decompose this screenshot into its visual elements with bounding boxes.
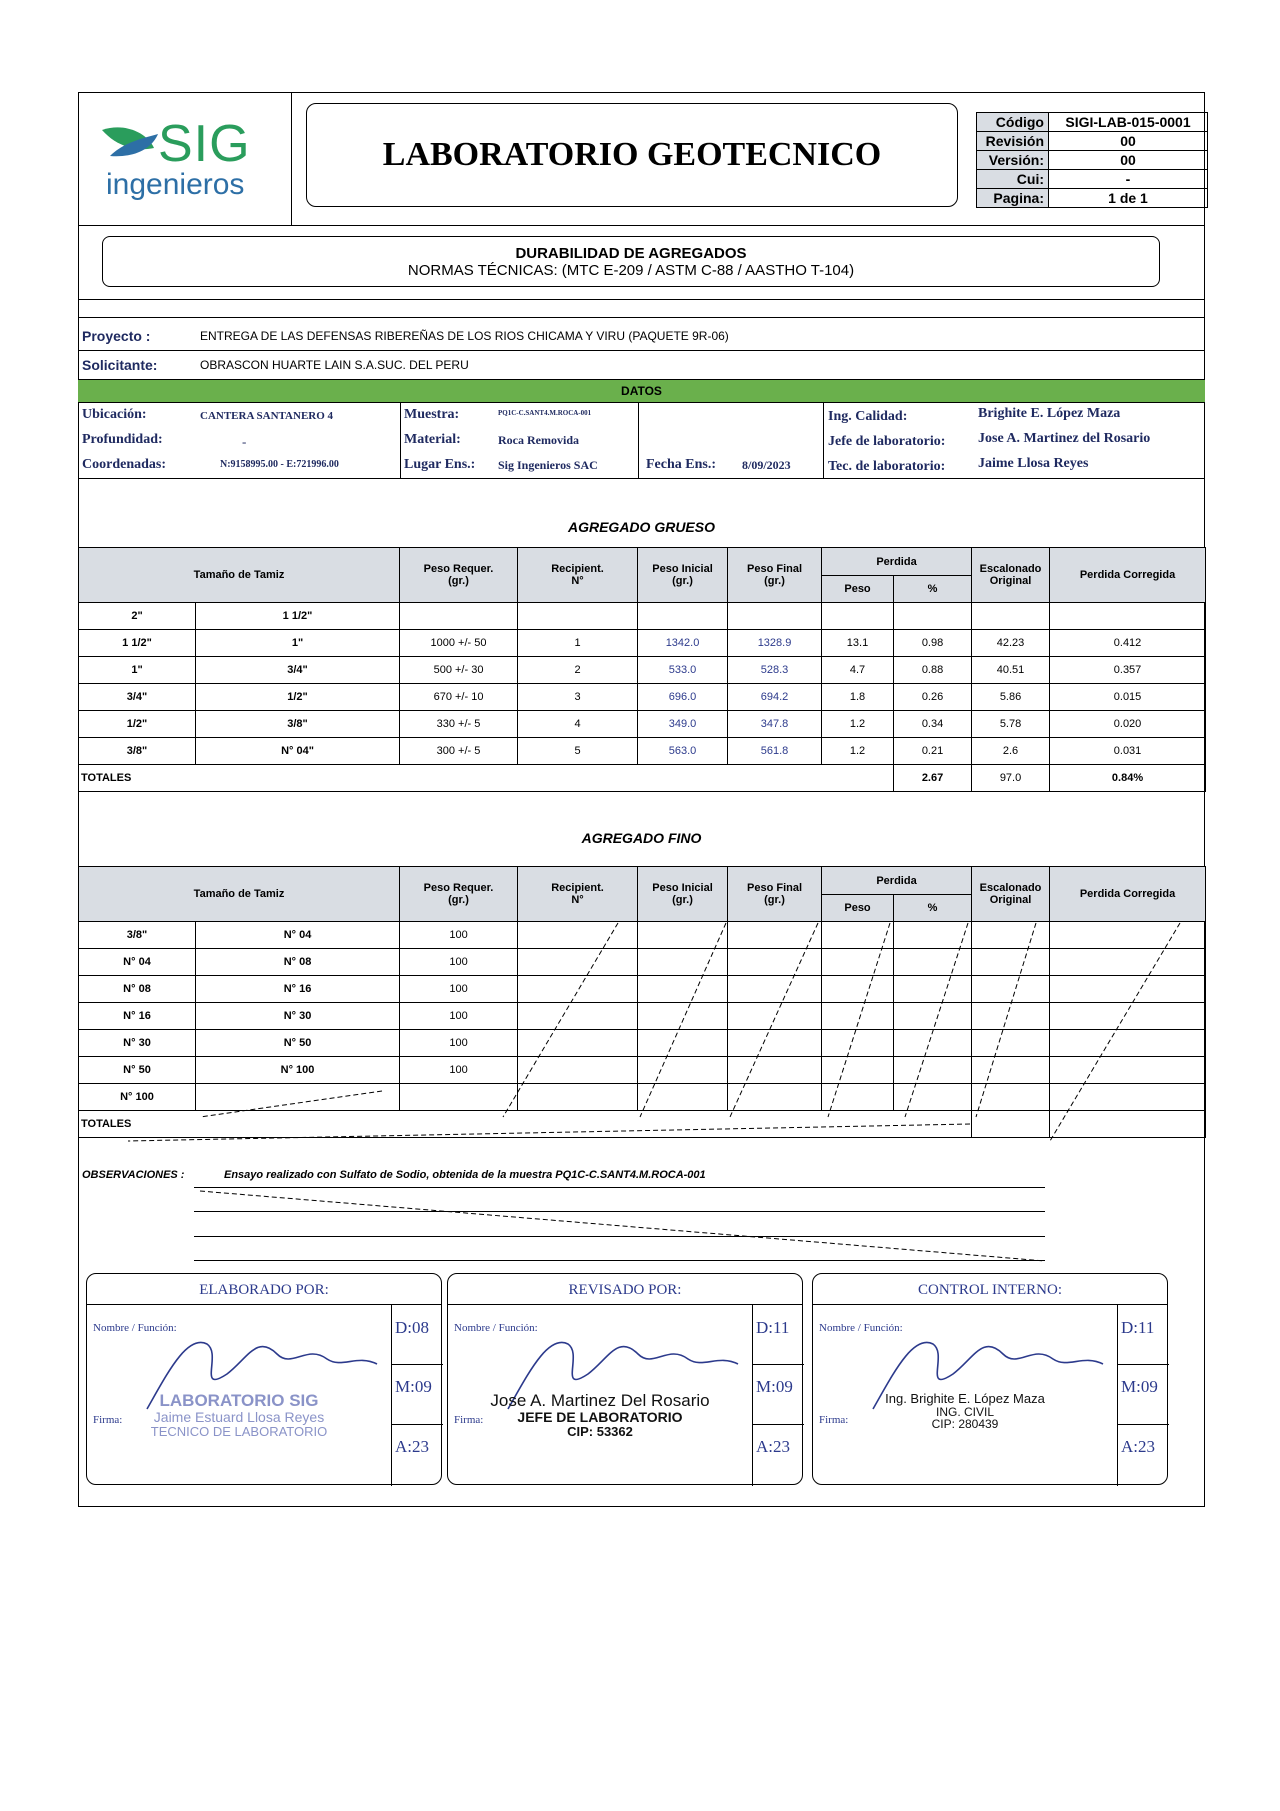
meta-row (977, 151, 1208, 170)
observaciones-label: OBSERVACIONES : (82, 1169, 185, 1181)
fecha-label: Fecha Ens.: (646, 457, 716, 472)
test-title: DURABILIDAD DE AGREGADOS (515, 245, 747, 262)
peso-inicial: 533.0 (638, 657, 728, 684)
grueso-h-pct: % (894, 576, 972, 603)
tamiz-to: N° 50 (196, 1030, 400, 1057)
peso-final: 347.8 (728, 711, 822, 738)
table-row (79, 1003, 1206, 1030)
requester-value: OBRASCON HUARTE LAIN S.A.SUC. DEL PERU (200, 358, 469, 372)
signature-title: ELABORADO POR: (199, 1282, 329, 1298)
meta-label: Versión: (977, 151, 1049, 170)
perdida-peso: 4.7 (822, 657, 894, 684)
meta-table (976, 112, 1208, 208)
tamiz-from: 1" (79, 657, 196, 684)
peso-req: 500 +/- 30 (400, 657, 518, 684)
peso-req: 100 (400, 949, 518, 976)
perdida-peso: 1.8 (822, 684, 894, 711)
perdida-pct: 0.98 (894, 630, 972, 657)
peso-inicial: 563.0 (638, 738, 728, 765)
meta-row (977, 132, 1208, 151)
grueso-h-corr: Perdida Corregida (1050, 548, 1206, 603)
meta-row (977, 170, 1208, 189)
tamiz-from: N° 50 (79, 1057, 196, 1084)
muestra-value: PQ1C-C.SANT4.M.ROCA-001 (498, 409, 592, 417)
signature-nombre-label: Nombre / Función: (93, 1322, 177, 1334)
project-label: Proyecto : (82, 328, 151, 344)
table-row (79, 738, 1206, 765)
signature-title: CONTROL INTERNO: (917, 1282, 1063, 1298)
fino-h-escal: Escalonado Original (972, 867, 1050, 922)
table-row (79, 976, 1206, 1003)
perdida-pct: 0.88 (894, 657, 972, 684)
table-row (79, 657, 1206, 684)
table-row (79, 1030, 1206, 1057)
grueso-h-peso-req: Peso Requer. (gr.) (400, 548, 518, 603)
meta-row (977, 189, 1208, 208)
peso-req: 1000 +/- 50 (400, 630, 518, 657)
project-value: ENTREGA DE LAS DEFENSAS RIBEREÑAS DE LOS RIOS CHICAMA Y VIRU (PAQUETE 9R-06) (200, 329, 729, 343)
perdida-pct: 0.21 (894, 738, 972, 765)
requester-label: Solicitante: (82, 357, 158, 373)
signature-firma-label: Firma: (819, 1414, 849, 1426)
escalonado: 2.6 (972, 738, 1050, 765)
perdida-pct (894, 603, 972, 630)
peso-inicial: 349.0 (638, 711, 728, 738)
grueso-table (78, 547, 1206, 792)
signature-day: D:08 (395, 1318, 429, 1337)
fino-h-tamano: Tamaño de Tamiz (79, 867, 400, 922)
signature-year: A:23 (1121, 1437, 1155, 1456)
perdida-corregida (1050, 603, 1206, 630)
logo-top-text: SIG (158, 115, 251, 173)
table-row (79, 1084, 1206, 1111)
recipiente: 2 (518, 657, 638, 684)
peso-inicial (638, 603, 728, 630)
muestra-label: Muestra: (404, 407, 460, 422)
signature-nombre-label: Nombre / Función: (819, 1322, 903, 1334)
peso-req: 100 (400, 1003, 518, 1030)
tamiz-to: 3/8" (196, 711, 400, 738)
escalonado (972, 603, 1050, 630)
tec-label: Tec. de laboratorio: (828, 459, 946, 474)
signature-year: A:23 (756, 1437, 790, 1456)
peso-req (400, 603, 518, 630)
tamiz-from: 1/2" (79, 711, 196, 738)
grueso-h-recip: Recipient. N° (518, 548, 638, 603)
fino-h-pct: % (894, 895, 972, 922)
fino-table (78, 866, 1206, 1138)
datos-label: DATOS (621, 384, 662, 398)
tamiz-to: N° 04 (196, 922, 400, 949)
coordenadas-label: Coordenadas: (82, 457, 167, 472)
recipiente: 4 (518, 711, 638, 738)
grueso-h-perdida: Perdida (822, 548, 972, 576)
meta-row (977, 113, 1208, 132)
grueso-h-peso: Peso (822, 576, 894, 603)
perdida-corregida: 0.031 (1050, 738, 1206, 765)
perdida-peso: 13.1 (822, 630, 894, 657)
table-row (79, 684, 1206, 711)
recipiente: 5 (518, 738, 638, 765)
tamiz-to: N° 16 (196, 976, 400, 1003)
signature-firma-label: Firma: (454, 1414, 484, 1426)
tamiz-from: 3/8" (79, 922, 196, 949)
totales-row (79, 1111, 1206, 1138)
grueso-title: AGREGADO GRUESO (567, 519, 715, 535)
peso-final: 528.3 (728, 657, 822, 684)
signature-day: D:11 (756, 1318, 790, 1337)
fino-h-perdida: Perdida (822, 867, 972, 895)
meta-label: Cui: (977, 170, 1049, 189)
peso-final: 694.2 (728, 684, 822, 711)
meta-value: - (1049, 170, 1208, 189)
fino-title: AGREGADO FINO (581, 830, 702, 846)
totales-esc: 97.0 (972, 765, 1050, 792)
peso-req (400, 1084, 518, 1111)
signature-stamp: Ing. Brighite E. López Maza ING. CIVIL CIP: 280439 (885, 1391, 1045, 1432)
tamiz-from: N° 04 (79, 949, 196, 976)
tamiz-to: 3/4" (196, 657, 400, 684)
meta-label: Revisión (977, 132, 1049, 151)
peso-req: 670 +/- 10 (400, 684, 518, 711)
peso-final (728, 603, 822, 630)
table-row (79, 949, 1206, 976)
calidad-value: Brighite E. López Maza (978, 406, 1121, 421)
grueso-h-escal: Escalonado Original (972, 548, 1050, 603)
datos-block (78, 402, 1205, 478)
peso-inicial: 696.0 (638, 684, 728, 711)
perdida-peso (822, 603, 894, 630)
test-norms: NORMAS TÉCNICAS: (MTC E-209 / ASTM C-88 / AASTHO T-104) (407, 262, 855, 279)
meta-value: 00 (1049, 151, 1208, 170)
recipiente (518, 603, 638, 630)
peso-req: 100 (400, 1057, 518, 1084)
fino-h-peso-req: Peso Requer. (gr.) (400, 867, 518, 922)
profundidad-value: - (242, 434, 247, 449)
tamiz-to (196, 1084, 400, 1111)
signature-month: M:09 (395, 1377, 432, 1396)
perdida-pct: 0.26 (894, 684, 972, 711)
totales-label: TOTALES (79, 765, 894, 792)
tamiz-from: 3/8" (79, 738, 196, 765)
ubicacion-value: CANTERA SANTANERO 4 (200, 410, 334, 422)
table-row (79, 630, 1206, 657)
escalonado: 42.23 (972, 630, 1050, 657)
page-title: LABORATORIO GEOTECNICO (382, 136, 882, 173)
fino-h-corr: Perdida Corregida (1050, 867, 1206, 922)
perdida-corregida: 0.412 (1050, 630, 1206, 657)
signature-box (812, 1273, 1168, 1485)
peso-req: 100 (400, 922, 518, 949)
recipiente: 1 (518, 630, 638, 657)
perdida-peso: 1.2 (822, 711, 894, 738)
signature-stamp: LABORATORIO SIG Jaime Estuard Llosa Reyes TECNICO DE LABORATORIO (150, 1391, 328, 1439)
tamiz-from: N° 08 (79, 976, 196, 1003)
table-row (79, 603, 1206, 630)
peso-req: 100 (400, 1030, 518, 1057)
header-title-box (306, 103, 958, 207)
tec-value: Jaime Llosa Reyes (978, 456, 1089, 471)
table-row (79, 711, 1206, 738)
tamiz-to: 1 1/2" (196, 603, 400, 630)
observaciones-text: Ensayo realizado con Sulfato de Sodio, obtenida de la muestra PQ1C-C.SANT4.M.ROCA-001 (224, 1169, 706, 1181)
perdida-corregida: 0.015 (1050, 684, 1206, 711)
tamiz-to: N° 04" (196, 738, 400, 765)
jefe-label: Jefe de laboratorio: (828, 434, 946, 449)
totales-row (79, 765, 1206, 792)
signature-stamp: Jose A. Martinez Del Rosario JEFE DE LABORATORIO CIP: 53362 (490, 1391, 710, 1439)
perdida-pct: 0.34 (894, 711, 972, 738)
tamiz-from: 2" (79, 603, 196, 630)
calidad-label: Ing. Calidad: (828, 409, 908, 424)
perdida-peso: 1.2 (822, 738, 894, 765)
peso-inicial: 1342.0 (638, 630, 728, 657)
signature-month: M:09 (756, 1377, 793, 1396)
peso-req: 100 (400, 976, 518, 1003)
lugar-label: Lugar Ens.: (404, 457, 476, 472)
coordenadas-value: N:9158995.00 - E:721996.00 (220, 459, 339, 470)
perdida-corregida: 0.020 (1050, 711, 1206, 738)
tamiz-to: 1" (196, 630, 400, 657)
tamiz-from: N° 16 (79, 1003, 196, 1030)
meta-label: Código (977, 113, 1049, 132)
lugar-value: Sig Ingenieros SAC (498, 458, 598, 472)
meta-value: 00 (1049, 132, 1208, 151)
fino-h-peso: Peso (822, 895, 894, 922)
tamiz-to: 1/2" (196, 684, 400, 711)
test-title-box (102, 236, 1160, 287)
signature-title: REVISADO POR: (568, 1282, 682, 1298)
logo-bottom-text: ingenieros (106, 168, 245, 201)
perdida-corregida: 0.357 (1050, 657, 1206, 684)
signature-box (447, 1273, 803, 1485)
tamiz-from: 3/4" (79, 684, 196, 711)
recipiente: 3 (518, 684, 638, 711)
escalonado: 5.78 (972, 711, 1050, 738)
company-logo (96, 112, 272, 217)
meta-value: SIGI-LAB-015-0001 (1049, 113, 1208, 132)
signature-day: D:11 (1121, 1318, 1155, 1337)
totales-label: TOTALES (79, 1111, 972, 1138)
signature-box (86, 1273, 442, 1485)
signature-firma-label: Firma: (93, 1414, 123, 1426)
tamiz-to: N° 100 (196, 1057, 400, 1084)
meta-label: Pagina: (977, 189, 1049, 208)
meta-value: 1 de 1 (1049, 189, 1208, 208)
datos-bar (78, 379, 1205, 403)
fecha-value: 8/09/2023 (742, 458, 791, 472)
peso-req: 330 +/- 5 (400, 711, 518, 738)
table-row (79, 922, 1206, 949)
table-row (79, 1057, 1206, 1084)
material-label: Material: (404, 432, 461, 447)
totales-cor: 0.84% (1050, 765, 1206, 792)
signature-month: M:09 (1121, 1377, 1158, 1396)
jefe-value: Jose A. Martinez del Rosario (978, 431, 1151, 446)
tamiz-from: N° 30 (79, 1030, 196, 1057)
ubicacion-label: Ubicación: (82, 407, 147, 422)
tamiz-from: N° 100 (79, 1084, 196, 1111)
peso-final: 1328.9 (728, 630, 822, 657)
fino-h-peso-fin: Peso Final (gr.) (728, 867, 822, 922)
profundidad-label: Profundidad: (82, 432, 163, 447)
peso-final: 561.8 (728, 738, 822, 765)
tamiz-from: 1 1/2" (79, 630, 196, 657)
totales-pct: 2.67 (894, 765, 972, 792)
signature-nombre-label: Nombre / Función: (454, 1322, 538, 1334)
peso-req: 300 +/- 5 (400, 738, 518, 765)
tamiz-to: N° 08 (196, 949, 400, 976)
escalonado: 5.86 (972, 684, 1050, 711)
tamiz-to: N° 30 (196, 1003, 400, 1030)
material-value: Roca Removida (498, 433, 579, 447)
fino-h-peso-ini: Peso Inicial (gr.) (638, 867, 728, 922)
escalonado: 40.51 (972, 657, 1050, 684)
grueso-h-peso-ini: Peso Inicial (gr.) (638, 548, 728, 603)
fino-h-recip: Recipient. N° (518, 867, 638, 922)
grueso-h-tamano: Tamaño de Tamiz (79, 548, 400, 603)
grueso-h-peso-fin: Peso Final (gr.) (728, 548, 822, 603)
signature-year: A:23 (395, 1437, 429, 1456)
